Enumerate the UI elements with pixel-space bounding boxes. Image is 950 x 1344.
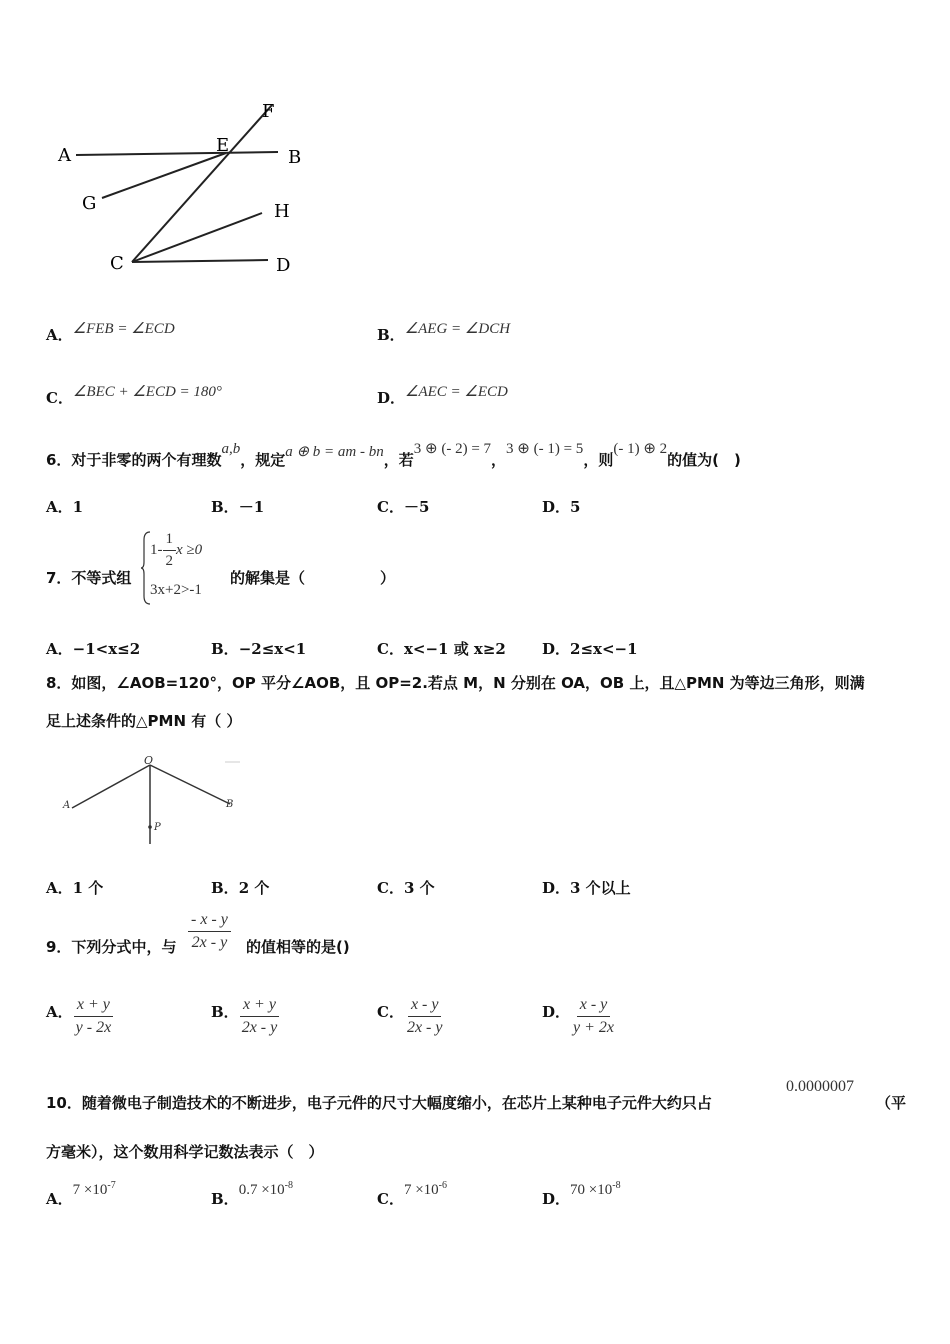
label-B: B: [288, 147, 302, 168]
q5-option-a-expr: ∠FEB = ∠ECD: [72, 321, 175, 337]
q5-option-b-expr: ∠AEG = ∠DCH: [404, 321, 511, 337]
q9-option-a[interactable]: A． $\frac{x + y}{y - 2x}$: [46, 996, 112, 1036]
q9-option-c[interactable]: C． $\frac{x - y}{2x - y}$: [377, 996, 443, 1036]
q10-stem-unit: （平: [876, 1094, 907, 1112]
q7-option-b[interactable]: B．−2≤x<1: [211, 640, 307, 658]
q5-option-d-expr: ∠AEC = ∠ECD: [405, 384, 508, 400]
q7-option-c[interactable]: C．x<−1 或 x≥2: [377, 640, 506, 658]
q10-stem-line2: 方毫米），这个数用科学记数法表示（ ）: [46, 1143, 324, 1161]
label-A: A: [58, 145, 71, 166]
q7-ineq-2: 3x+2>-1: [150, 582, 202, 598]
svg-text:P: P: [154, 822, 161, 833]
q8-option-a[interactable]: A．1 个: [46, 879, 104, 897]
line-GE: [102, 153, 226, 198]
q6-option-d[interactable]: D．5: [542, 498, 581, 516]
label-C: C: [110, 253, 124, 274]
line-EF: [132, 105, 272, 262]
label-G: G: [82, 193, 97, 214]
q9-fraction: $\frac{- x - y}{2x - y}$: [188, 911, 231, 952]
q5-option-d[interactable]: D．∠AEC = ∠ECD: [377, 384, 508, 407]
q10-option-a[interactable]: A．$7 \times 10^{-7}$: [46, 1180, 116, 1208]
q7-stem-label: 7．不等式组: [46, 569, 132, 587]
q8-option-c[interactable]: C．3 个: [377, 879, 435, 897]
line-CH: [132, 213, 262, 262]
q5-option-c-expr: ∠BEC + ∠ECD = 180°: [72, 384, 222, 400]
line-CD: [132, 260, 268, 262]
q10-value: 0.0000007: [786, 1078, 854, 1095]
q9-option-d[interactable]: D． $\frac{x - y}{y + 2x}$: [542, 996, 615, 1036]
q10-option-b[interactable]: B．$0.7 \times 10^{-8}$: [211, 1180, 293, 1208]
line-AB: [76, 152, 278, 155]
label-F: F: [262, 101, 275, 122]
q6-option-c[interactable]: C．－5: [377, 498, 430, 516]
q10-option-d[interactable]: D．$70 \times 10^{-8}$: [542, 1180, 621, 1208]
q9-option-b[interactable]: B． $\frac{x + y}{2x - y}$: [211, 996, 278, 1036]
q6-option-a[interactable]: A．1: [46, 498, 84, 516]
q6-stem: 6．对于非零的两个有理数a,b，规定a ⊕ b = am - bn，若3 ⊕ (- 2) = 7，3 ⊕ (- 1) = 5，则(- 1) ⊕ 2的值为( ): [46, 441, 741, 469]
q8-option-b[interactable]: B．2 个: [211, 879, 270, 897]
q8-stem-line1: 8．如图，∠AOB=120°，OP 平分∠AOB，且 OP=2.若点 M，N 分别在 OA，OB 上，且△PMN 为等边三角形，则满: [46, 674, 865, 692]
svg-text:O: O: [144, 754, 154, 767]
q10-stem-line1: 10．随着微电子制造技术的不断进步，电子元件的尺寸大幅度缩小，在芯片上某种电子元件大约只占: [46, 1094, 712, 1112]
q8-option-d[interactable]: D．3 个以上: [542, 879, 631, 897]
svg-text:B: B: [226, 799, 234, 810]
q7-option-d[interactable]: D．2≤x<−1: [542, 640, 638, 658]
q6-option-b[interactable]: B．－1: [211, 498, 265, 516]
q9-stem-label: 9．下列分式中，与: [46, 938, 177, 956]
q9-stem-tail: 的值相等的是(): [246, 938, 350, 956]
q7-option-a[interactable]: A．−1<x≤2: [46, 640, 141, 658]
q8-stem-line2: 足上述条件的△PMN 有（ ）: [46, 712, 242, 730]
q10-option-c[interactable]: C．$7 \times 10^{-6}$: [377, 1180, 448, 1208]
q7-ineq-1: 1- $\frac{1}{2}$ x ≥0: [150, 531, 203, 569]
figure-angle-aob: [60, 752, 250, 848]
svg-text:A: A: [63, 800, 71, 811]
q7-stem-tail: 的解集是（ ）: [230, 569, 396, 587]
q5-option-b[interactable]: B．∠AEG = ∠DCH: [377, 321, 511, 344]
label-D: D: [276, 255, 291, 276]
q5-option-a[interactable]: A．∠FEB = ∠ECD: [46, 321, 175, 344]
label-H: H: [274, 201, 290, 222]
figure-parallel-lines: [50, 95, 320, 285]
label-E: E: [216, 135, 230, 156]
q5-option-c[interactable]: C．∠BEC + ∠ECD = 180°: [46, 384, 222, 407]
